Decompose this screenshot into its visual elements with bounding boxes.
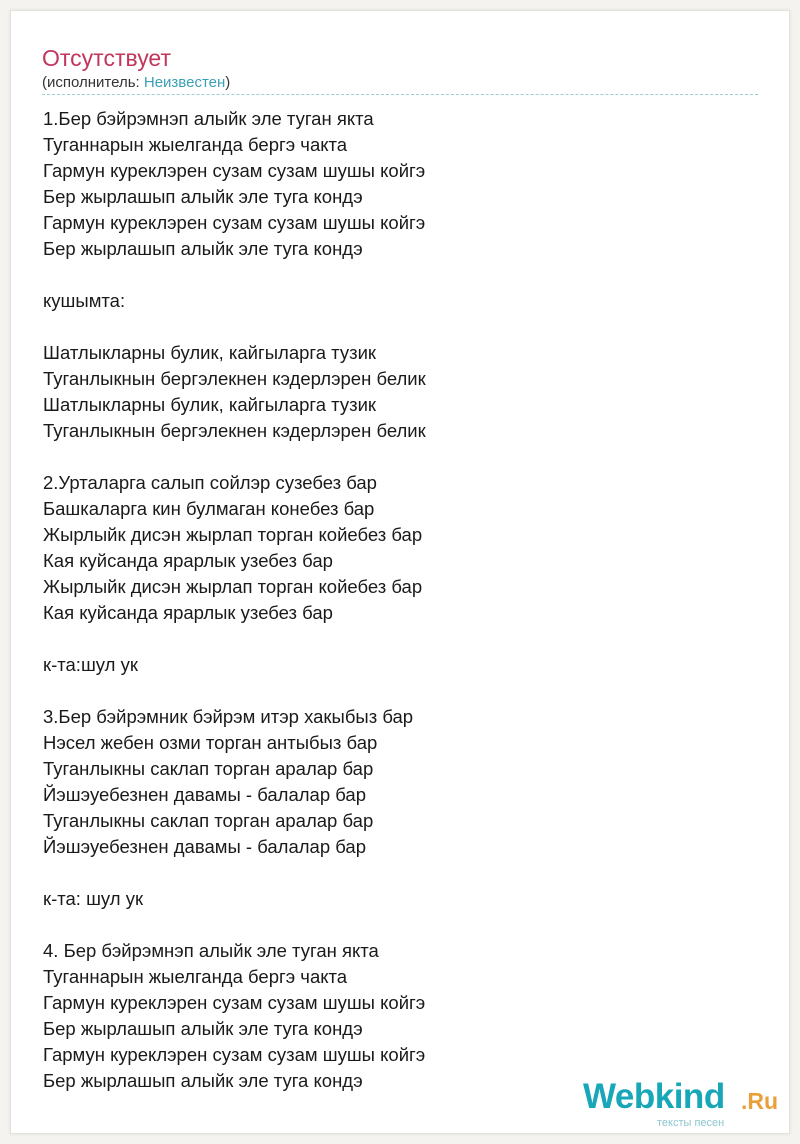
dashed-divider: [42, 94, 758, 95]
lyrics-sheet: [10, 10, 790, 1134]
lyric-line: Бер жырлашып алыйк эле туга кондэ: [43, 238, 363, 259]
lyric-line: 1.Бер бэйрэмнэп алыйк эле туган якта: [43, 108, 374, 129]
lyric-line: Жырлыйк дисэн жырлап торган койебез бар: [43, 576, 423, 597]
logo-tagline: тексты песен: [657, 1117, 725, 1129]
artist-line: [42, 73, 230, 93]
lyric-line: Шатлыкларны булик, кайгыларга тузик: [43, 394, 377, 415]
song-title: Отсутствует: [42, 45, 171, 71]
lyric-line: к-та:шул ук: [43, 654, 138, 675]
artist-prefix: (исполнитель:: [42, 74, 144, 91]
logo-domain-suffix: .Ru: [741, 1088, 779, 1114]
lyric-line: кушымта:: [43, 290, 126, 311]
lyric-blank-line: [43, 262, 763, 288]
lyric-blank-line: [43, 860, 763, 886]
lyric-line: Гармун куреклэрен сузам сузам шушы койгэ: [43, 160, 426, 181]
lyric-blank-line: [43, 912, 763, 938]
lyric-line: Йэшэуебезнен давамы - балалар бар: [43, 836, 367, 857]
lyric-line: к-та: шул ук: [43, 888, 144, 909]
lyric-line: Туганлыкнын бергэлекнен кэдерлэрен белик: [43, 368, 426, 389]
webkind-logo: [583, 1077, 783, 1133]
logo-wordmark: Webkind: [583, 1077, 725, 1116]
lyric-line: 2.Урталарга салып сойлэр сузебез бар: [43, 472, 377, 493]
lyric-line: Туганнарын жыелганда бергэ чакта: [43, 134, 348, 155]
lyric-line: Туганлыкнын бергэлекнен кэдерлэрен белик: [43, 420, 426, 441]
lyric-line: Туганлыкны саклап торган аралар бар: [43, 810, 374, 831]
lyric-line: 4. Бер бэйрэмнэп алыйк эле туган якта: [43, 940, 379, 961]
lyric-line: Шатлыкларны булик, кайгыларга тузик: [43, 342, 377, 363]
lyric-line: Нэсел жебен озми торган антыбыз бар: [43, 732, 378, 753]
lyric-blank-line: [43, 626, 763, 652]
lyric-line: Гармун куреклэрен сузам сузам шушы койгэ: [43, 1044, 426, 1065]
lyric-line: Гармун куреклэрен сузам сузам шушы койгэ: [43, 992, 426, 1013]
lyric-line: Гармун куреклэрен сузам сузам шушы койгэ: [43, 212, 426, 233]
lyric-line: Бер жырлашып алыйк эле туга кондэ: [43, 186, 363, 207]
lyric-blank-line: [43, 444, 763, 470]
lyric-line: Кая куйсанда ярарлык узебез бар: [43, 550, 333, 571]
lyric-line: Бер жырлашып алыйк эле туга кондэ: [43, 1018, 363, 1039]
artist-link[interactable]: Неизвестен: [143, 74, 226, 91]
lyric-line: Кая куйсанда ярарлык узебез бар: [43, 602, 333, 623]
lyric-blank-line: [43, 314, 763, 340]
lyrics-body: [43, 106, 763, 1094]
lyric-line: Бер жырлашып алыйк эле туга кондэ: [43, 1070, 363, 1091]
lyric-blank-line: [43, 678, 763, 704]
lyric-line: Йэшэуебезнен давамы - балалар бар: [43, 784, 367, 805]
lyric-line: Жырлыйк дисэн жырлап торган койебез бар: [43, 524, 423, 545]
artist-suffix: ): [225, 74, 231, 91]
lyric-line: 3.Бер бэйрэмник бэйрэм итэр хакыбыз бар: [43, 706, 414, 727]
lyric-line: Башкаларга кин булмаган конебез бар: [43, 498, 375, 519]
lyric-line: Туганлыкны саклап торган аралар бар: [43, 758, 374, 779]
lyric-line: Туганнарын жыелганда бергэ чакта: [43, 966, 348, 987]
